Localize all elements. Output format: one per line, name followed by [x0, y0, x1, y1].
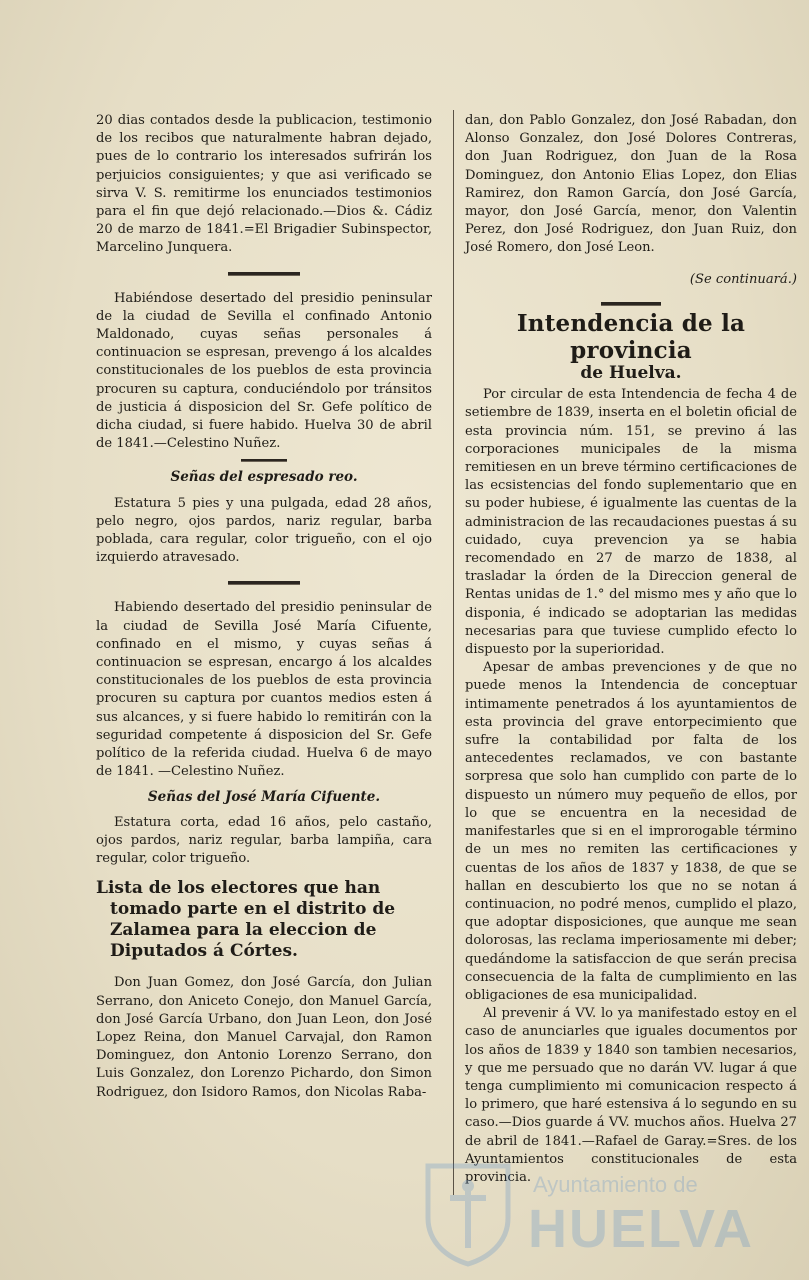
separator-rule — [228, 272, 300, 276]
electors-list-body: Don Juan Gomez, don José García, don Julian Serrano, don Aniceto Conejo, don Manuel García, don José García Urbano, don Juan Leon, don José Lopez Reina, don Manuel Carvajal, don Ramon Dominguez, don Antonio Lorenzo Serrano, don Luis Gonzalez, don Lorenzo Pichardo, don Simon Rodriguez, don Isidoro Ramos, don Nicolas Raba- — [96, 975, 432, 1100]
column-divider — [453, 110, 454, 1195]
separator-rule — [228, 581, 300, 585]
continue-note: (Se continuará.) — [689, 271, 797, 287]
separator-rule-short — [241, 459, 287, 462]
intendencia-paragraph-3: Al prevenir á VV. lo ya manifestado estoy en el caso de anunciarles que iguales documentos por los años de 1839 y 1840 son tambien necesarios, y que me persuado que no darán VV. lugar á que tenga cumplimiento mi comunicacion respecto á lo primero, que haré estensiva á lo segundo en su caso.—Dios guarde á VV. muchos años. Huelva 27 de abril de 1841.—Rafael de Garay.=Sres. de los Ayuntamientos constitucionales de esta provincia. — [465, 1006, 797, 1185]
description-cifuente: Estatura corta, edad 16 años, pelo castaño, ojos pardos, nariz regular, barba lampiña, cara regular, color trigueño. — [96, 814, 432, 867]
intendencia-paragraph-1: Por circular de esta Intendencia de fecha 4 de setiembre de 1839, inserta en el boletin oficial de esta provincia núm. 151, se previno á las corporaciones municipales de la misma remitiesen en un breve término certificaciones de las ecsistencias del fondo suplementario que en su poder hubiese, é igualmente las cuentas de la administracion de las recaudaciones puestas á su cuidado, cuya prevencion ya se habia recomendado en 27 de marzo de 1838, al trasladar la órden de la Direccion general de Rentas unidas de 1.° del mismo mes y año que lo disponia, é indicado se adoptarian las medidas necesarias para que tuviese cumplido efecto lo dispuesto por la superioridad. — [465, 387, 797, 658]
intendencia-paragraph-2: Apesar de ambas prevenciones y de que no puede menos la Intendencia de conceptuar intimamente penetrados á los ayuntamientos de esta provincia del grave entorpecimiento que sufre la contabilidad por falta de los antecedentes reclamados, ve con bastante sorpresa que solo han cumplido con parte de lo dispuesto un número muy pequeño de ellos, por lo que se encuentra en la necesidad de manifestarles que si en el improrogable término de un mes no remiten las certificaciones y cuentas de los años de 1837 y 1838, de que se hallan en descubierto los que no se notan á continuacion, no podré menos, cumplido el plazo, que adoptar disposiciones, que aunque me sean dolorosas, las reclama imperiosamente mi deber; quedándome la satisfaccion de que serán precisa consecuencia de la falta de cumplimiento en las obligaciones de esa municipalidad. — [465, 660, 797, 1003]
watermark-line1: Ayuntamiento de — [533, 1172, 698, 1197]
left-column — [96, 112, 432, 1102]
desertion-notice-cifuente: Habiendo desertado del presidio peninsular de la ciudad de Sevilla José María Cifuente, confinado en el mismo, y cuyas señas á continuacion se espresan, encargo á los alcaldes constitucionales de los pueblos de esta provincia procuren su captura por cuantos medios esten á sus alcances, y si fuere habido lo remitirán con la seguridad competente á disposicion del Sr. Gefe político de la referida ciudad. Huelva 6 de mayo de 1841. —Celestino Nuñez. — [96, 600, 432, 780]
electors-list-title: Lista de los electores que han tomado parte en el distrito de Zalamea para la eleccion de Diputados á Córtes. — [96, 878, 396, 962]
right-column — [465, 112, 797, 1187]
notice-subhead-maldonado: Señas del espresado reo. — [170, 469, 358, 486]
electors-list-continued: dan, don Pablo Gonzalez, don José Rabadan, don Alonso Gonzalez, don José Dolores Contreras, don Juan Rodriguez, don Juan de la Rosa Dominguez, don Antonio Elias Lopez, don Elias Ramirez, don Ramon García, don José García, mayor, don José García, menor, don Valentin Perez, don José Rodriguez, don Juan Ruiz, don José Romero, don José Leon. — [465, 113, 797, 256]
intendencia-title: Intendencia de la provincia — [516, 310, 746, 365]
notice-subhead-cifuente: Señas del José María Cifuente. — [147, 788, 381, 805]
description-maldonado: Estatura 5 pies y una pulgada, edad 28 años, pelo negro, ojos pardos, nariz regular, barba poblada, cara regular, color trigueño, con el ojo izquierdo atravesado. — [96, 495, 432, 566]
intendencia-subtitle: de Huelva. — [580, 363, 682, 384]
intro-paragraph: 20 dias contados desde la publicacion, testimonio de los recibos que naturalmente habran dejado, pues de lo contrario los interesados sufrirán los perjuicios consiguientes; y que asi verificado se sirva V. S. remitirme los enunciados testimonios para el fin que dejó relacionado.—Dios &. Cádiz 20 de marzo de 1841.=El Brigadier Subinspector, Marcelino Junquera. — [96, 113, 432, 256]
watermark-line2: HUELVA — [528, 1199, 754, 1259]
separator-rule — [601, 302, 661, 306]
desertion-notice-maldonado: Habiéndose desertado del presidio peninsular de la ciudad de Sevilla el confinado Antonio Maldonado, cuyas señas personales á continuacion se espresan, prevengo á los alcaldes constitucionales de los pueblos de esta provincia procuren su captura, conduciéndolo por tránsitos de justicia á disposicion del Sr. Gefe político de dicha ciudad, si fuere habido. Huelva 30 de abril de 1841.—Celestino Nuñez. — [96, 290, 432, 452]
